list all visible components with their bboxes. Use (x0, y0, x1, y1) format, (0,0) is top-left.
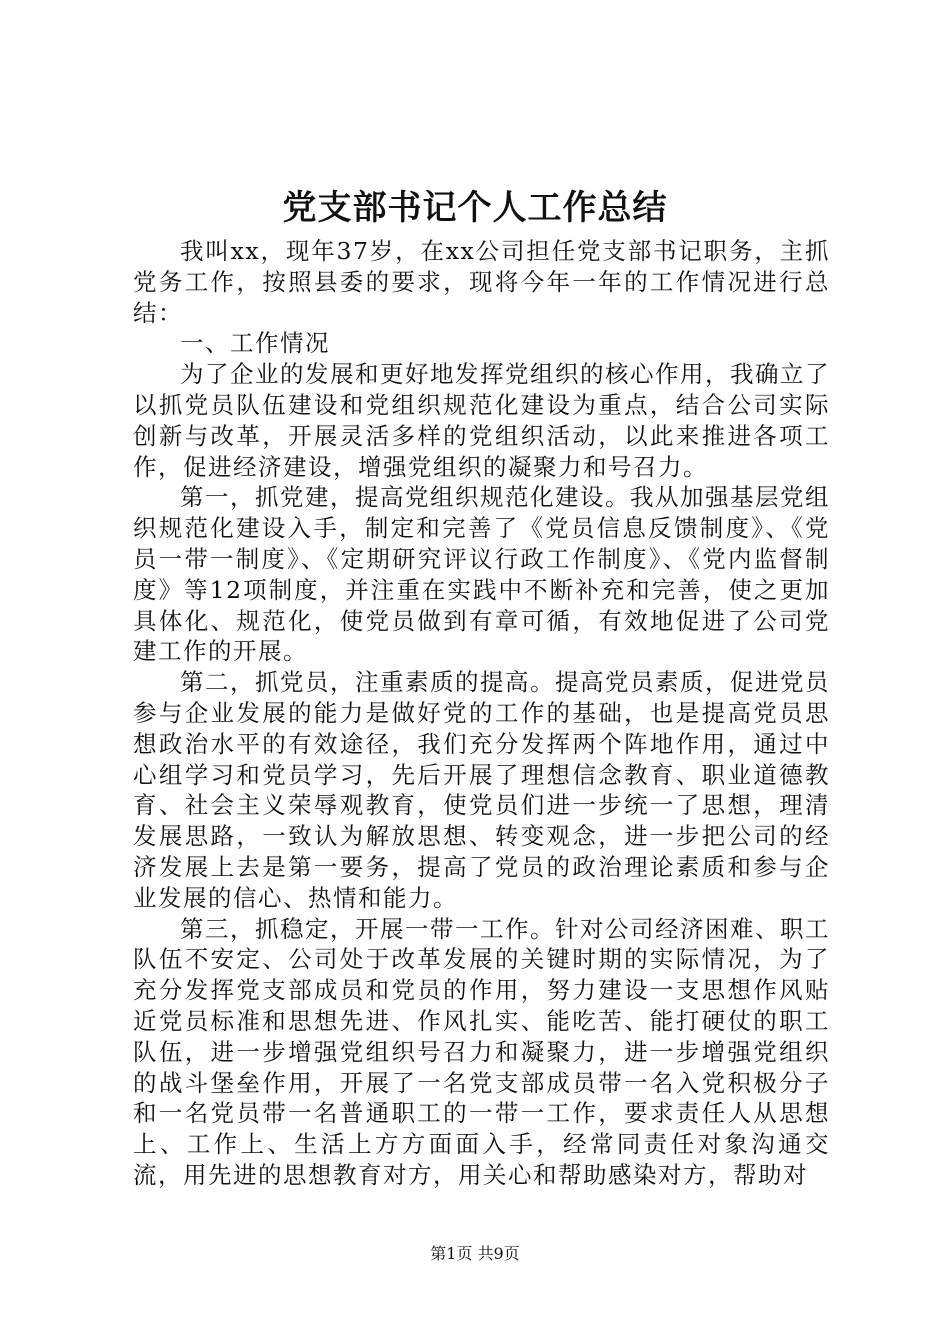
paragraph-first: 第一，抓党建，提高党组织规范化建设。我从加强基层党组织规范化建设入手，制定和完善了《党员信息反馈制度》、《党员一带一制度》、《定期研究评议行政工作制度》、《党内监督制度》等12项制度，并注重在实践中不断补充和完善，使之更加具体化、规范化，使党员做到有章可循，有效地促进了公司党建工作的开展。 (133, 483, 830, 666)
section-heading: 一、工作情况 (180, 329, 330, 358)
paragraph-second: 第二，抓党员，注重素质的提高。提高党员素质，促进党员参与企业发展的能力是做好党的工作的基础，也是提高党员思想政治水平的有效途径，我们充分发挥两个阵地作用，通过中心组学习和党员学习，先后开展了理想信念教育、职业道德教育、社会主义荣辱观教育，使党员们进一步统一了思想，理清发展思路，一致认为解放思想、转变观念，进一步把公司的经济发展上去是第一要务，提高了党员的政治理论素质和参与企业发展的信心、热情和能力。 (133, 668, 830, 912)
document-body (133, 236, 830, 1191)
paragraph-overview: 为了企业的发展和更好地发挥党组织的核心作用，我确立了以抓党员队伍建设和党组织规范化建设为重点，结合公司实际创新与改革，开展灵活多样的党组织活动，以此来推进各项工作，促进经济建设，增强党组织的凝聚力和号召力。 (133, 360, 830, 481)
paragraph-third: 第三，抓稳定，开展一带一工作。针对公司经济困难、职工队伍不安定、公司处于改革发展的关键时期的实际情况，为了充分发挥党支部成员和党员的作用，努力建设一支思想作风贴近党员标准和思想先进、作风扎实、能吃苦、能打硬仗的职工队伍，进一步增强党组织号召力和凝聚力，进一步增强党组织的战斗堡垒作用，开展了一名党支部成员带一名入党积极分子和一名党员带一名普通职工的一带一工作，要求责任人从思想上、工作上、生活上方方面面入手，经常同责任对象沟通交流，用先进的思想教育对方，用关心和帮助感染对方，帮助对 (133, 914, 830, 1189)
page-footer: 第1页 共9页 (430, 1244, 520, 1263)
document-title: 党支部书记个人工作总结 (282, 188, 668, 228)
paragraph-intro: 我叫xx，现年37岁，在xx公司担任党支部书记职务，主抓党务工作，按照县委的要求，现将今年一年的工作情况进行总结： (133, 237, 830, 327)
